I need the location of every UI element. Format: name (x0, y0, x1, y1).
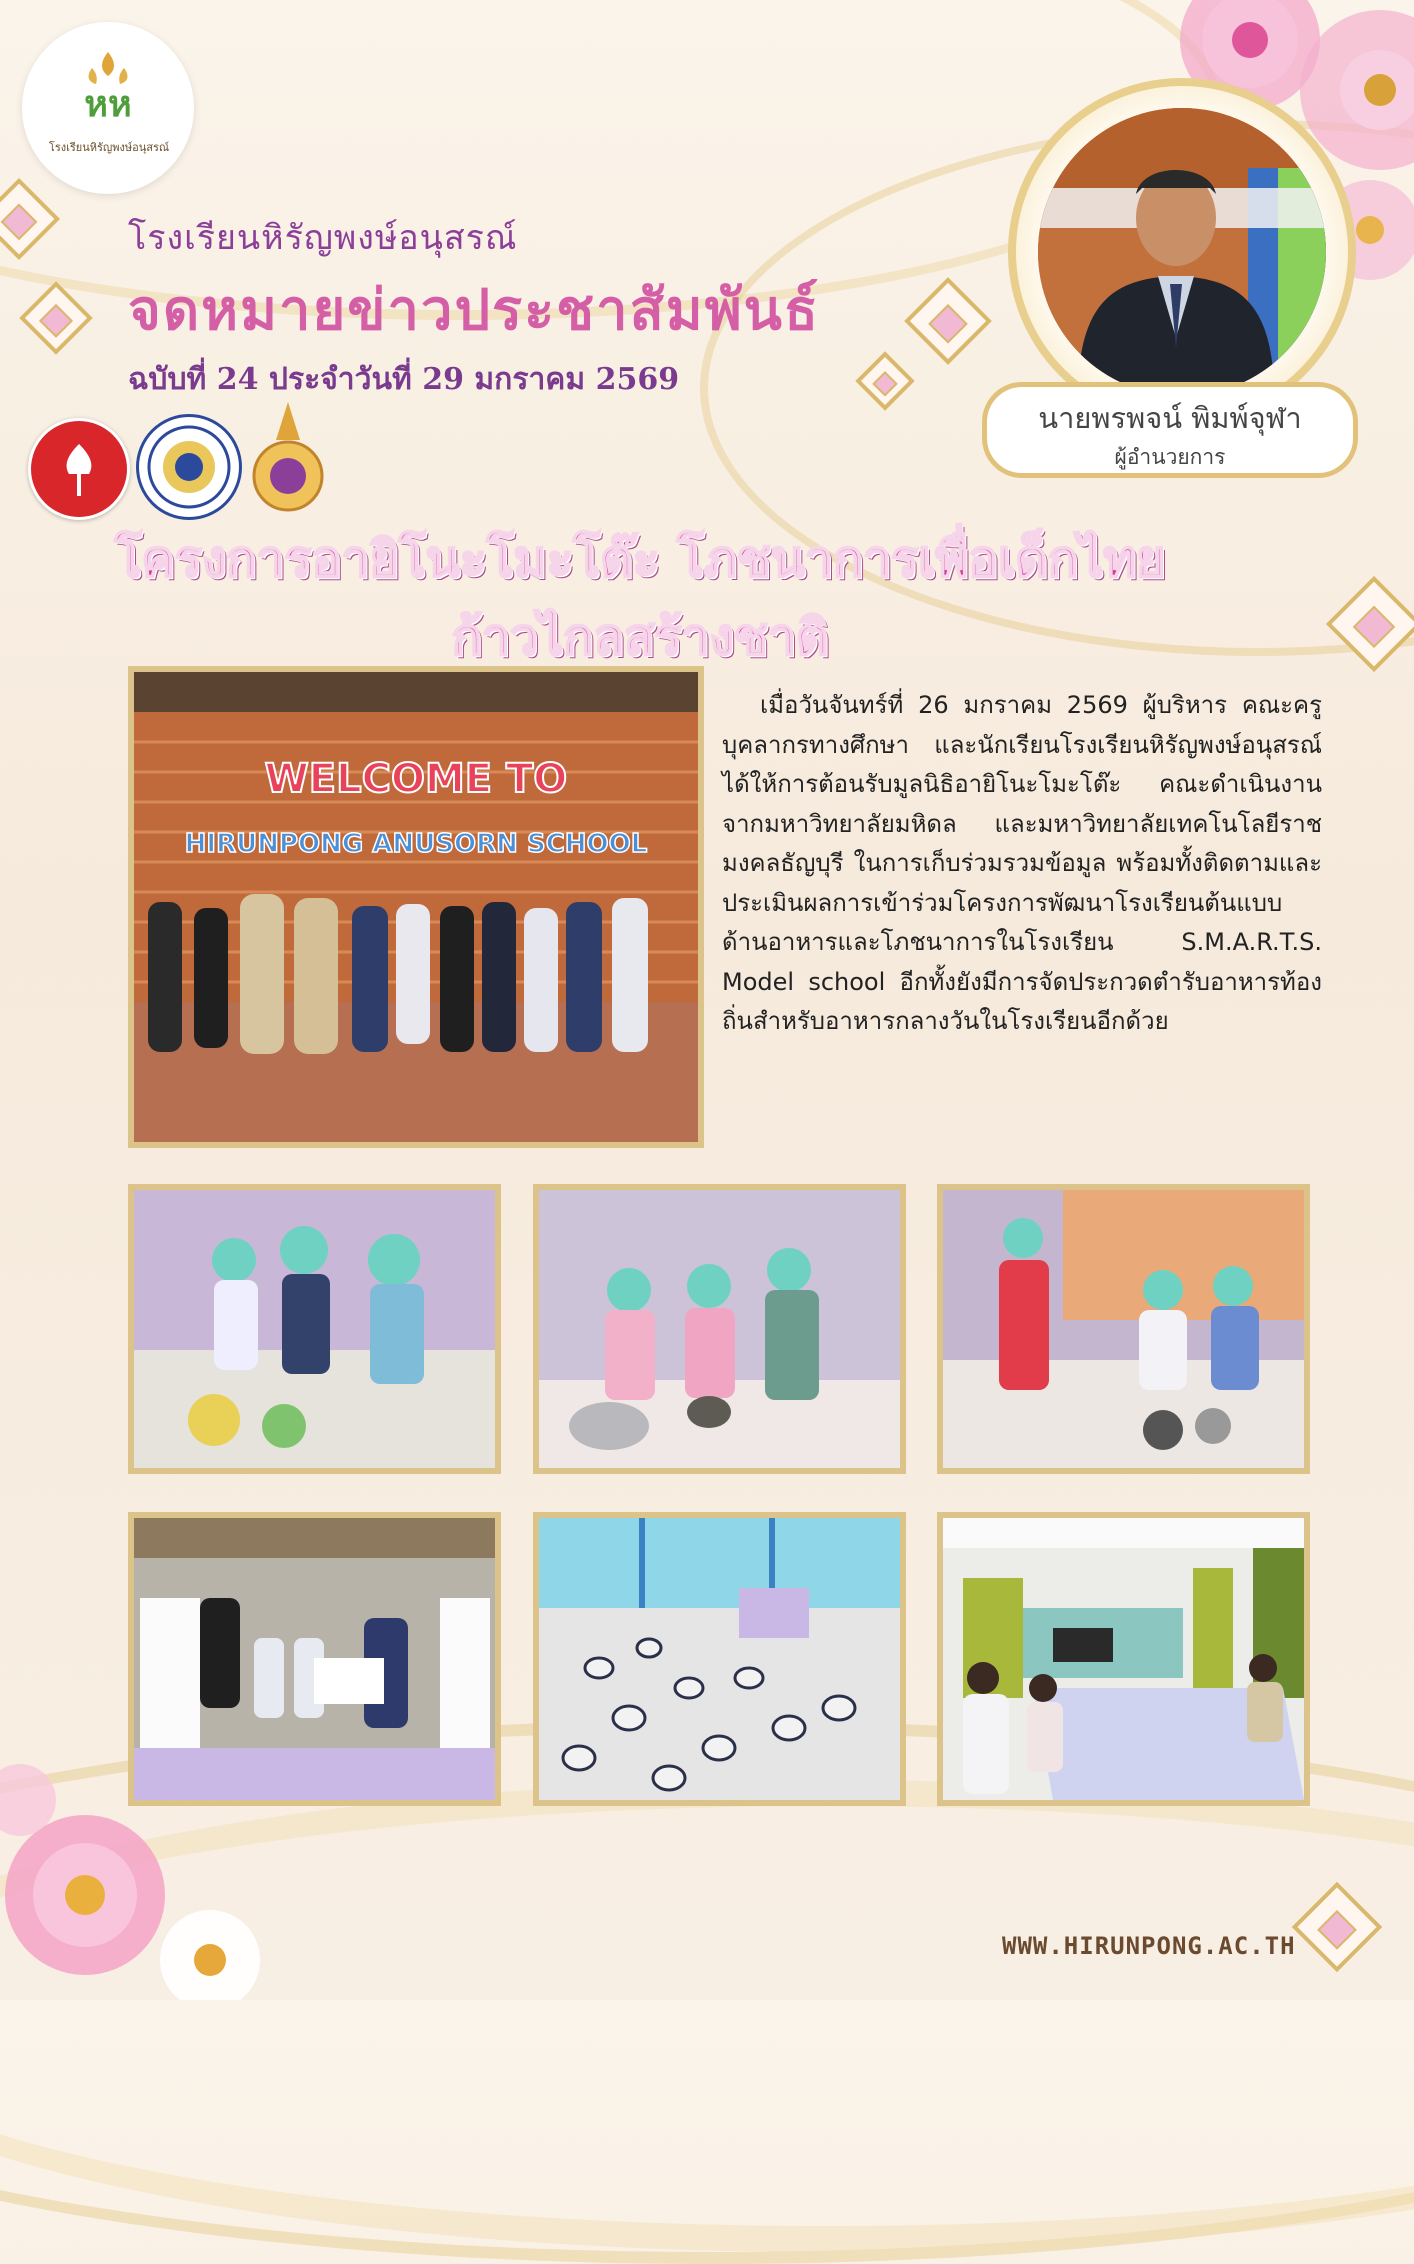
banner-school-text: HIRUNPONG ANUSORN SCHOOL (184, 829, 648, 859)
gallery-photo-cooking-2 (533, 1184, 906, 1474)
school-name: โรงเรียนหิรัญพงษ์อนุสรณ์ (128, 218, 518, 258)
website-url: WWW.HIRUNPONG.AC.TH (1002, 1932, 1296, 1960)
headline-line-2: ก้าวไกลสร้างชาติ (451, 607, 829, 666)
director-name-plate (982, 382, 1358, 478)
ministry-emblem-badge (250, 400, 326, 516)
diamond-ornament (19, 281, 93, 355)
office-seal-badge (136, 414, 242, 520)
newsletter-title: จดหมายข่าวประชาสัมพันธ์ (128, 277, 821, 343)
gallery-photo-students-floor (533, 1512, 906, 1806)
headline-line-1: โครงการอายิโนะโมะโต๊ะ โภชนาการเพื่อเด็กไทย (114, 529, 1166, 588)
gallery-photo-cooking-1 (128, 1184, 501, 1474)
tree-logo-badge (28, 418, 130, 520)
banner-welcome-text: WELCOME TO (264, 756, 568, 802)
director-role: ผู้อำนวยการ (1114, 445, 1226, 469)
gallery-photo-cooking-3 (937, 1184, 1310, 1474)
gallery-photo-award (128, 1512, 501, 1806)
svg-text:หห: หห (84, 83, 132, 120)
welcome-group-photo (128, 666, 704, 1148)
issue-line: ฉบับที่ 24 ประจำวันที่ 29 มกราคม 2569 (128, 362, 680, 397)
director-name: นายพรพจน์ พิมพ์จุฬา (1038, 401, 1302, 435)
school-logo-mark (62, 50, 154, 120)
article-body: เมื่อวันจันทร์ที่ 26 มกราคม 2569 ผู้บริหาร คณะครู บุคลากรทางศึกษา และนักเรียนโรงเรียนหิรัญพงษ์อนุสรณ์ได้ให้การต้อนรับมูลนิธิอายิโนะโมะโต๊ะ คณะดำเนินงานจากมหาวิทยาลัยมหิดล และมหาวิทยาลัยเทคโนโลยีราชมงคลธัญบุรี ในการเก็บร่วมรวมข้อมูล พร้อมทั้งติดตามและประเมินผลการเข้าร่วมโครงการพัฒนาโรงเรียนต้นแบบด้านอาหารและโภชนาการในโรงเรียน S.M.A.R.T.S. Model school อีกทั้งยังมีการจัดประกวดตำรับอาหารท้องถิ่นสำหรับอาหารกลางวันในโรงเรียนอีกด้วย (722, 691, 1322, 1035)
gallery-photo-meeting (937, 1512, 1310, 1806)
logo-caption: โรงเรียนหิรัญพงษ์อนุสรณ์ (48, 141, 170, 154)
director-photo (1038, 108, 1326, 396)
